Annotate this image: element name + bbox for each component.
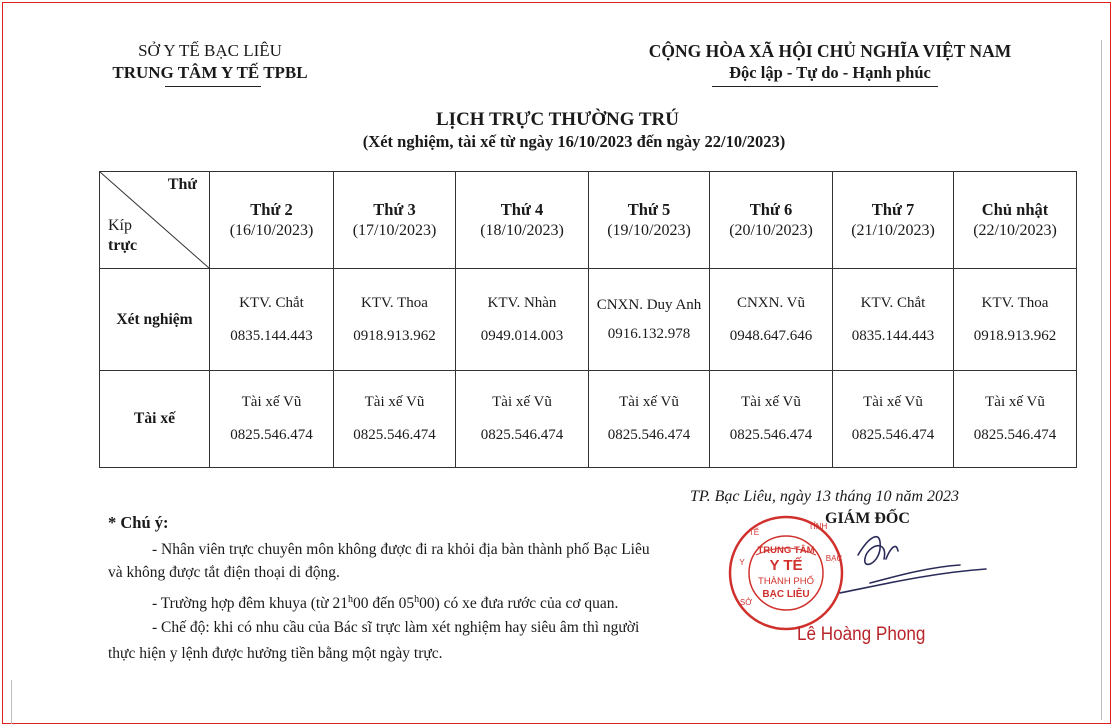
day-date: (20/10/2023) <box>729 222 813 239</box>
day-date: (16/10/2023) <box>229 222 314 239</box>
day-header <box>210 172 334 269</box>
day-header <box>589 172 710 269</box>
staff-name: KTV. Chắt <box>239 294 304 311</box>
note-superscript: h <box>414 594 420 605</box>
duty-schedule-table <box>99 171 1077 468</box>
day-header <box>334 172 456 269</box>
corner-shift-label <box>108 216 137 256</box>
corner-cell <box>100 172 210 269</box>
table-cell <box>456 269 589 371</box>
national-header <box>600 40 1060 84</box>
day-date: (21/10/2023) <box>851 222 935 239</box>
svg-text:TẾ: TẾ <box>748 528 760 537</box>
staff-phone: 0916.132.978 <box>607 325 691 342</box>
table-cell <box>710 371 833 468</box>
staff-phone: 0918.913.962 <box>973 327 1057 344</box>
staff-phone: 0835.144.443 <box>230 327 313 344</box>
staff-name: CNXN. Duy Anh <box>596 296 702 313</box>
header-underline <box>165 86 261 87</box>
signer-name: Lê Hoàng Phong <box>797 624 926 645</box>
table-row <box>100 371 1077 468</box>
driver-phone: 0825.546.474 <box>353 427 436 443</box>
notes-title: * Chú ý: <box>108 513 169 532</box>
day-date: (22/10/2023) <box>973 222 1057 239</box>
table-cell <box>954 269 1077 371</box>
table-cell <box>210 371 334 468</box>
driver-phone: 0825.546.474 <box>230 427 313 443</box>
staff-name: KTV. Thoa <box>981 294 1049 311</box>
note-text: - Nhân viên trực chuyên môn không được đi ra khỏi địa bàn thành phố Bạc Liêu <box>152 541 650 558</box>
driver-phone: 0825.546.474 <box>480 427 564 443</box>
svg-text:Y TẾ: Y TẾ <box>769 557 803 574</box>
day-name: Thứ 4 <box>500 200 544 219</box>
svg-text:Y: Y <box>739 558 745 567</box>
staff-name: KTV. Thoa <box>361 294 428 311</box>
table-cell <box>954 371 1077 468</box>
table-cell <box>710 269 833 371</box>
note-item <box>108 616 668 639</box>
staff-phone: 0949.014.003 <box>480 327 564 344</box>
svg-text:TRUNG TÂM: TRUNG TÂM <box>757 545 815 556</box>
day-date: (19/10/2023) <box>607 222 691 239</box>
driver-name: Tài xế Vũ <box>492 394 552 410</box>
driver-phone: 0825.546.474 <box>607 427 691 443</box>
table-cell <box>210 269 334 371</box>
corner-shift-label-2: trực <box>108 237 138 254</box>
agency-header <box>60 40 360 84</box>
corner-shift-label-1: Kíp <box>108 217 132 234</box>
driver-phone: 0825.546.474 <box>851 427 935 443</box>
day-name: Thứ 6 <box>749 200 793 219</box>
document-subtitle: (Xét nghiệm, tài xế từ ngày 16/10/2023 đến ngày 22/10/2023) <box>362 132 786 151</box>
staff-name: KTV. Nhàn <box>487 294 557 311</box>
svg-text:TỈNH: TỈNH <box>808 522 828 531</box>
day-header <box>710 172 833 269</box>
staff-name: KTV. Chắt <box>860 294 926 311</box>
svg-text:BẠC LIÊU: BẠC LIÊU <box>762 589 810 600</box>
driver-name: Tài xế Vũ <box>364 394 425 410</box>
document-title: LỊCH TRỰC THƯỜNG TRÚ <box>436 109 679 130</box>
place-and-date: TP. Bạc Liêu, ngày 13 tháng 10 năm 2023 <box>690 488 960 505</box>
svg-text:THÀNH PHỐ: THÀNH PHỐ <box>758 576 814 587</box>
republic-name: CỘNG HÒA XÃ HỘI CHỦ NGHĨA VIỆT NAM <box>648 41 1012 61</box>
corner-day-label: Thứ <box>167 176 197 193</box>
signature-icon <box>800 515 990 620</box>
table-cell <box>589 269 710 371</box>
table-cell <box>334 269 456 371</box>
department-name: SỞ Y TẾ BẠC LIÊU <box>138 41 282 60</box>
day-name: Chủ nhật <box>981 200 1049 219</box>
director-title: GIÁM ĐỐC <box>825 510 910 527</box>
row-label-driver: Tài xế <box>100 371 210 468</box>
day-header <box>456 172 589 269</box>
table-cell <box>456 371 589 468</box>
day-header <box>954 172 1077 269</box>
motto-underline <box>712 86 938 87</box>
staff-phone: 0918.913.962 <box>353 327 436 344</box>
driver-name: Tài xế Vũ <box>619 394 679 410</box>
driver-name: Tài xế Vũ <box>241 394 302 410</box>
staff-phone: 0948.647.646 <box>729 327 813 344</box>
driver-phone: 0825.546.474 <box>973 427 1057 443</box>
row-label-lab: Xét nghiệm <box>100 269 210 371</box>
table-cell <box>334 371 456 468</box>
day-name: Thứ 7 <box>871 200 915 219</box>
day-name: Thứ 3 <box>373 200 416 219</box>
note-item-continuation: và không được tắt điện thoại di động. <box>108 564 340 581</box>
table-cell <box>833 371 954 468</box>
day-name: Thứ 5 <box>627 200 671 219</box>
driver-name: Tài xế Vũ <box>985 394 1045 410</box>
center-name: TRUNG TÂM Y TẾ TPBL <box>112 63 308 82</box>
day-date: (17/10/2023) <box>352 222 437 239</box>
note-item-continuation: thực hiện y lệnh được hưởng tiền bằng một ngày trực. <box>108 645 443 662</box>
national-motto: Độc lập - Tự do - Hạnh phúc <box>729 63 931 82</box>
svg-text:BẠC: BẠC <box>825 554 843 563</box>
table-header-row <box>100 172 1077 269</box>
note-superscript: h <box>347 594 353 605</box>
note-text: - Chế độ: khi có nhu cầu của Bác sĩ trực làm xét nghiệm hay siêu âm thì người <box>152 619 640 636</box>
driver-name: Tài xế Vũ <box>863 394 923 410</box>
scan-edge <box>11 680 12 724</box>
driver-phone: 0825.546.474 <box>729 427 813 443</box>
table-row <box>100 269 1077 371</box>
note-text: 00) có xe đưa rước của cơ quan. <box>419 595 619 613</box>
note-text: 00 đến 05 <box>352 595 415 613</box>
day-date: (18/10/2023) <box>480 222 564 239</box>
note-item <box>108 588 668 615</box>
note-text: - Trường hợp đêm khuya (từ 21 <box>152 595 348 613</box>
table-cell <box>589 371 710 468</box>
driver-name: Tài xế Vũ <box>741 394 801 410</box>
svg-text:SỞ: SỞ <box>739 598 753 607</box>
table-cell <box>833 269 954 371</box>
day-header <box>833 172 954 269</box>
note-item <box>108 538 668 561</box>
staff-name: CNXN. Vũ <box>736 294 806 311</box>
staff-phone: 0835.144.443 <box>851 327 935 344</box>
day-name: Thứ 2 <box>250 200 293 219</box>
